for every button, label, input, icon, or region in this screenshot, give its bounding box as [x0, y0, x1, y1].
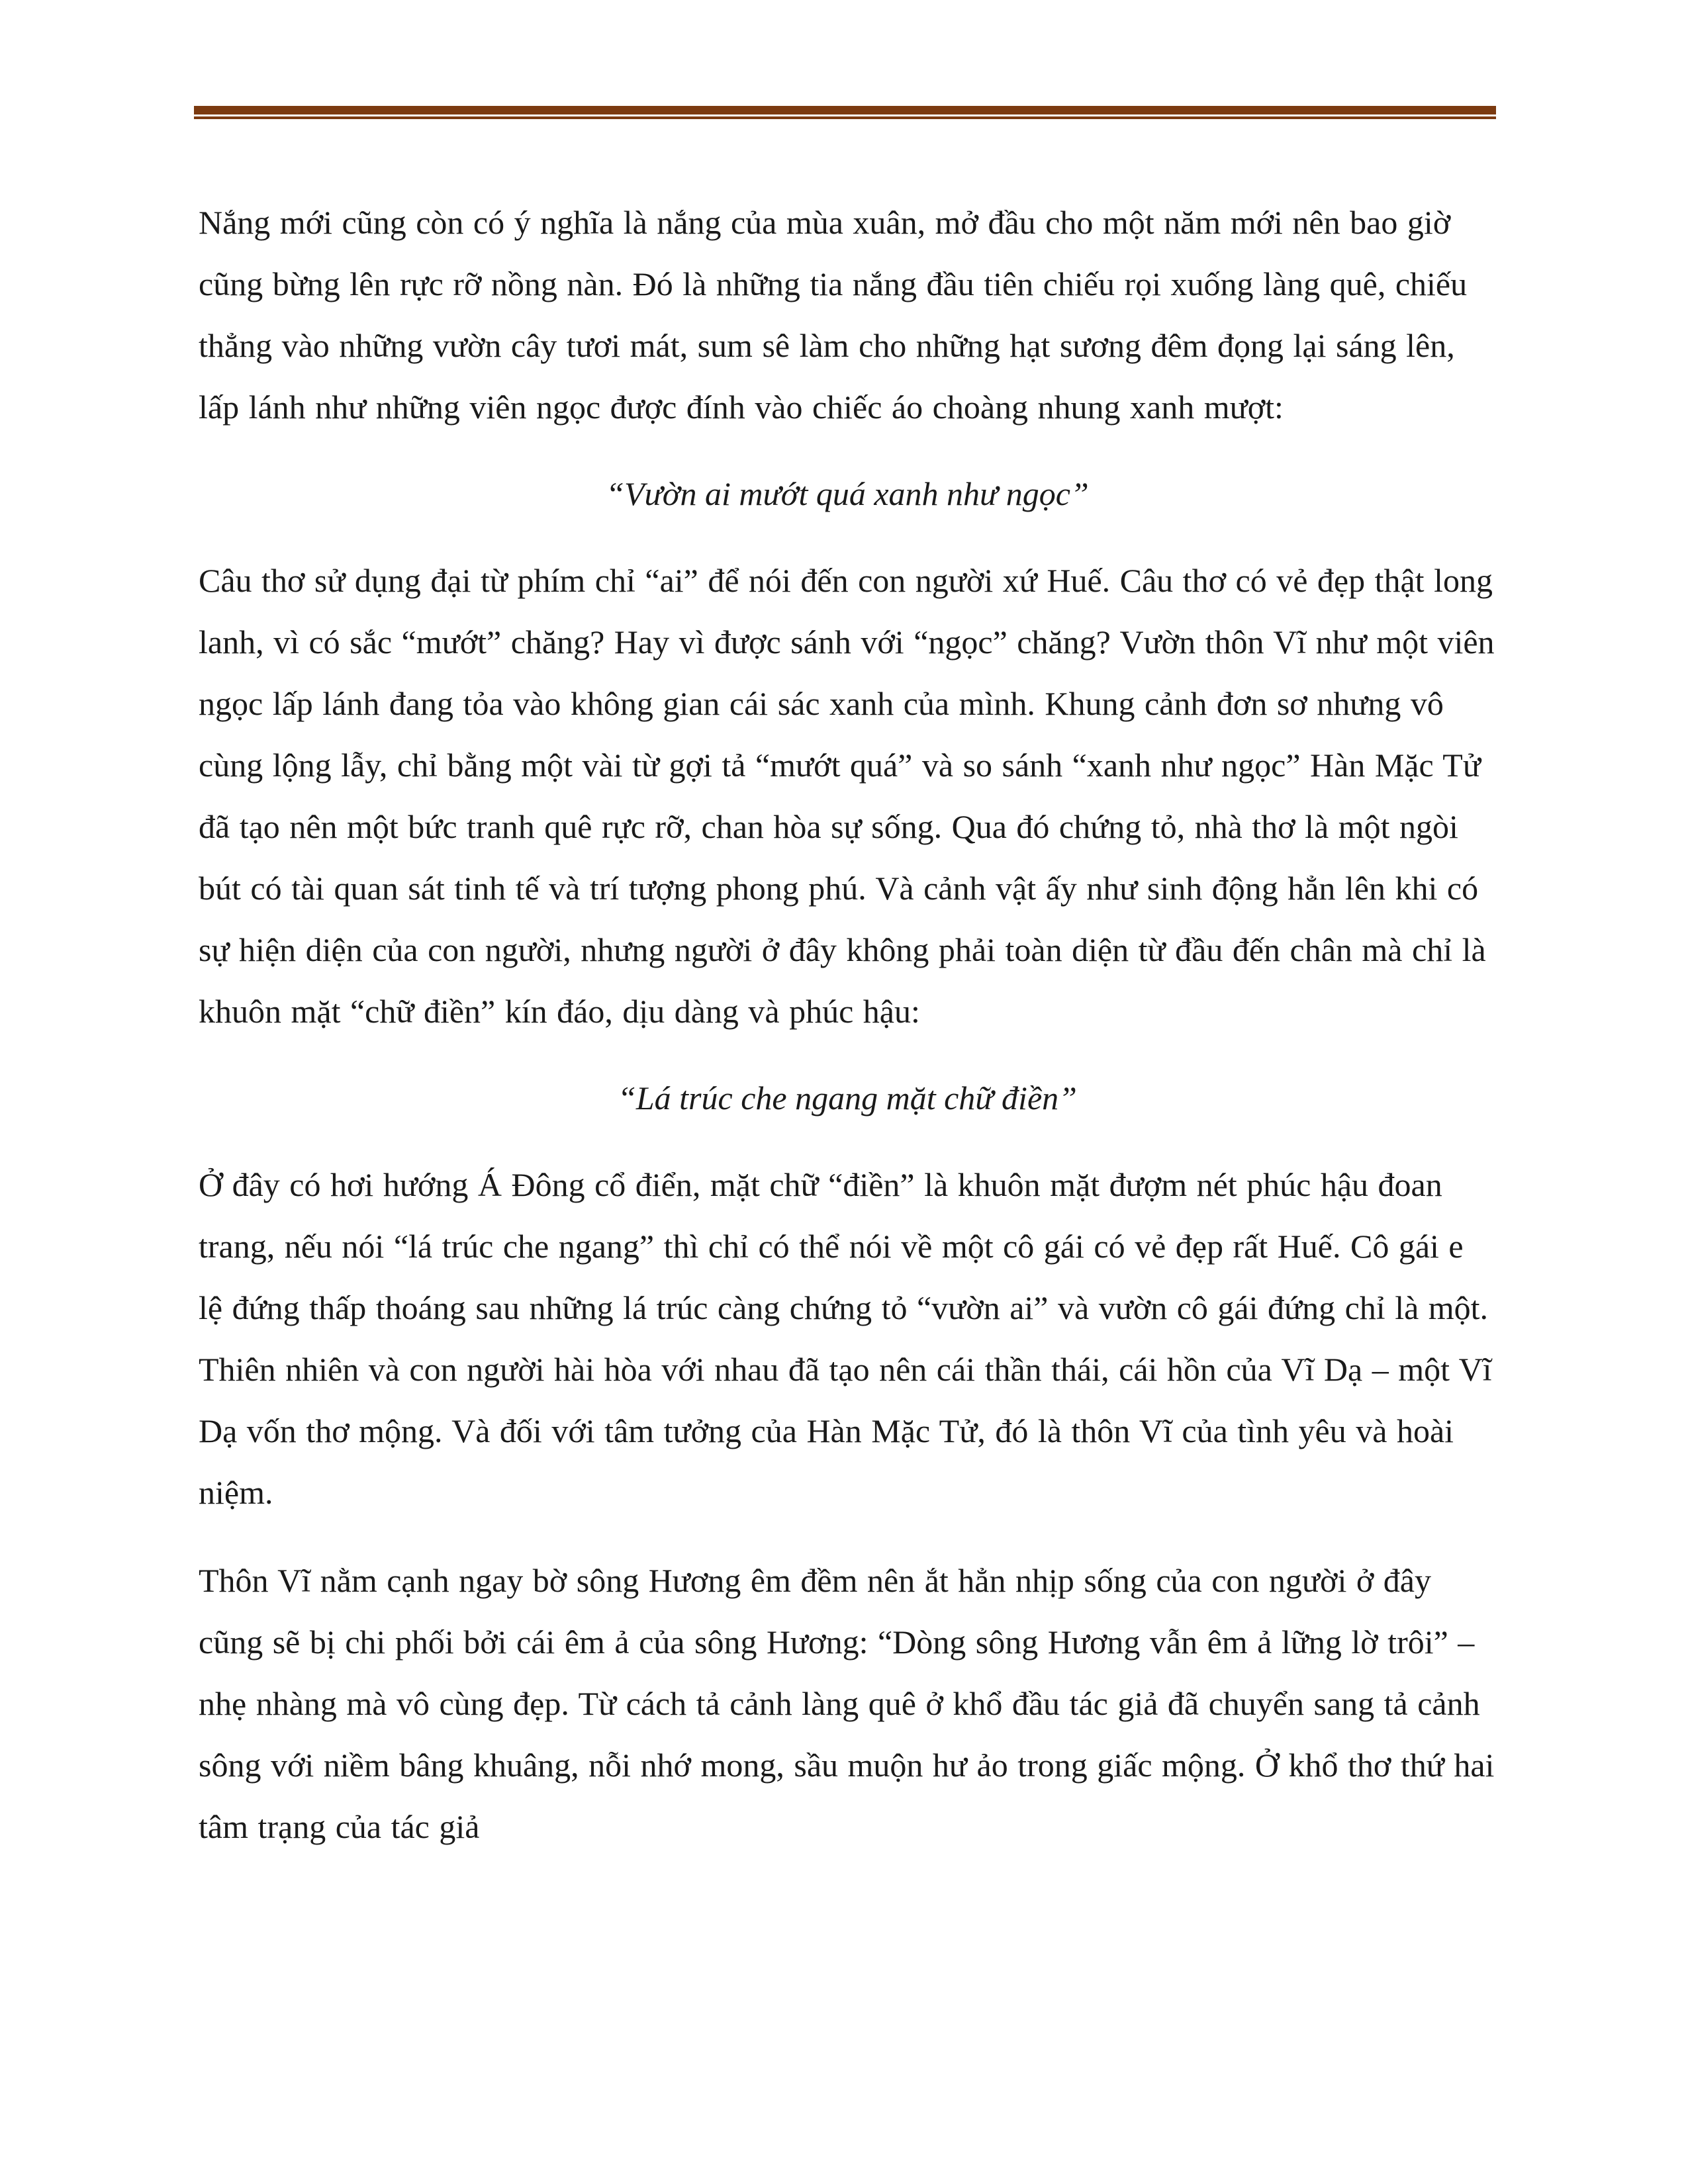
- document-body: [199, 192, 1496, 1858]
- header-rule: [194, 106, 1496, 119]
- header-rule-thin: [194, 116, 1496, 119]
- quote-2: “Lá trúc che ngang mặt chữ điền”: [618, 1079, 1077, 1116]
- paragraph-2: Câu thơ sử dụng đại từ phím chỉ “ai” để nói đến con người xứ Huế. Câu thơ có vẻ đẹp thật long lanh, vì có sắc “mướt” chăng? Hay vì được sánh với “ngọc” chăng? Vườn thôn Vĩ như một viên ngọc lấp lánh đang tỏa vào không gian cái sác xanh của mình. Khung cảnh đơn sơ nhưng vô cùng lộng lẫy, chỉ bằng một vài từ gợi tả “mướt quá” và so sánh “xanh như ngọc” Hàn Mặc Tử đã tạo nên một bức tranh quê rực rỡ, chan hòa sự sống. Qua đó chứng tỏ, nhà thơ là một ngòi bút có tài quan sát tinh tế và trí tượng phong phú. Và cảnh vật ấy như sinh động hẳn lên khi có sự hiện diện của con người, nhưng người ở đây không phải toàn diện từ đầu đến chân mà chỉ là khuôn mặt “chữ điền” kín đáo, dịu dàng và phúc hậu:: [199, 562, 1495, 1030]
- paragraph-3: Ở đây có hơi hướng Á Đông cổ điển, mặt chữ “điền” là khuôn mặt đượm nét phúc hậu đoan trang, nếu nói “lá trúc che ngang” thì chỉ có thể nói về một cô gái có vẻ đẹp rất Huế. Cô gái e lệ đứng thấp thoáng sau những lá trúc càng chứng tỏ “vườn ai” và vườn cô gái đứng chỉ là một. Thiên nhiên và con người hài hòa với nhau đã tạo nên cái thần thái, cái hồn của Vĩ Dạ – một Vĩ Dạ vốn thơ mộng. Và đối với tâm tưởng của Hàn Mặc Tử, đó là thôn Vĩ của tình yêu và hoài niệm.: [199, 1166, 1492, 1511]
- paragraph-4: Thôn Vĩ nằm cạnh ngay bờ sông Hương êm đềm nên ắt hẳn nhịp sống của con người ở đây cũng sẽ bị chi phối bởi cái êm ả của sông Hương: “Dòng sông Hương vẫn êm ả lững lờ trôi” – nhẹ nhàng mà vô cùng đẹp. Từ cách tả cảnh làng quê ở khổ đầu tác giả đã chuyển sang tả cảnh sông với niềm bâng khuâng, nỗi nhớ mong, sầu muộn hư ảo trong giấc mộng. Ở khổ thơ thứ hai tâm trạng của tác giả: [199, 1562, 1495, 1845]
- quote-1: “Vườn ai mướt quá xanh như ngọc”: [606, 475, 1089, 512]
- paragraph-1: Nắng mới cũng còn có ý nghĩa là nắng của mùa xuân, mở đầu cho một năm mới nên bao giờ cũng bừng lên rực rỡ nồng nàn. Đó là những tia nắng đầu tiên chiếu rọi xuống làng quê, chiếu thẳng vào những vườn cây tươi mát, sum sê làm cho những hạt sương đêm đọng lại sáng lên, lấp lánh như những viên ngọc được đính vào chiếc áo choàng nhung xanh mượt:: [199, 204, 1468, 426]
- header-rule-thick: [194, 106, 1496, 114]
